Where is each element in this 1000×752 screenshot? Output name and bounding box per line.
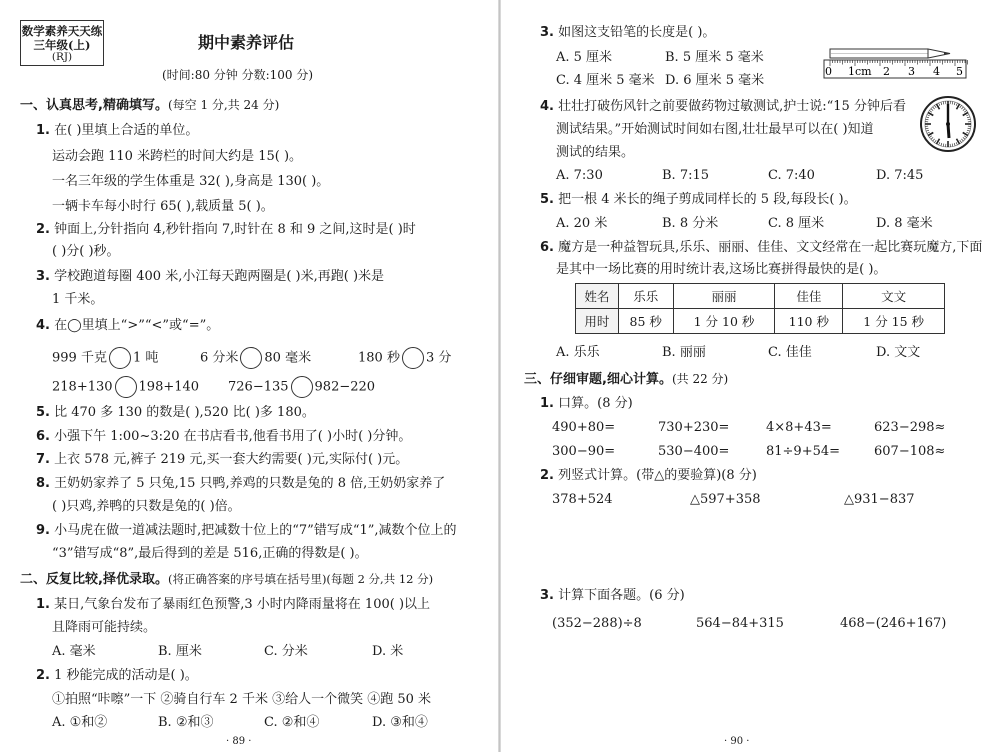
option-a[interactable]: A. 乐乐: [556, 345, 600, 360]
question-line: [540, 468, 757, 484]
question-number: 9.: [36, 523, 50, 538]
question-number: 1.: [36, 123, 50, 138]
question-line: 且降雨可能持续。: [52, 620, 157, 635]
ruler-label: 3: [908, 65, 915, 78]
question-number: 8.: [36, 476, 50, 491]
oral-item: 623−298≈: [874, 420, 946, 435]
section-1-heading: [20, 98, 279, 114]
compare-circle[interactable]: [109, 347, 131, 369]
compare-left: 218+130: [52, 379, 113, 395]
ruler: [824, 60, 968, 78]
vertical-calc: △597+358: [690, 492, 761, 507]
option-d[interactable]: D. 7:45: [876, 168, 924, 183]
right-page: [500, 0, 1000, 752]
compare-right: 198+140: [138, 379, 200, 395]
option-c[interactable]: C. 7:40: [768, 168, 815, 183]
option-c[interactable]: C. 4 厘米 5 毫米: [556, 73, 655, 88]
question-number: 6.: [540, 240, 554, 255]
section-2-heading: [20, 572, 433, 588]
option-d[interactable]: D. 米: [372, 644, 404, 659]
question-line: [36, 523, 457, 539]
question-text: 口算。(8 分): [558, 396, 633, 411]
question-text: 如图这支铅笔的长度是( )。: [558, 25, 716, 40]
mixed-calc: (352−288)÷8: [552, 616, 642, 631]
timing-table: [575, 283, 945, 334]
option-a[interactable]: A. 5 厘米: [556, 50, 613, 65]
compare-left: 6 分米: [200, 350, 239, 366]
question-text: 比 470 多 130 的数是( ),520 比( )多 180。: [54, 405, 315, 420]
compare-circle[interactable]: [291, 376, 313, 398]
section-note: (每空 1 分,共 24 分): [167, 98, 280, 112]
question-line: 一辆卡车每小时行 65( ),载质量 5( )。: [52, 199, 274, 214]
table-row: [576, 284, 945, 309]
oral-item: 4×8+43=: [766, 420, 832, 435]
page-number: · 89 ·: [226, 736, 252, 747]
oral-item: 730+230=: [658, 420, 730, 435]
compare-item: [52, 376, 199, 398]
exam-meta: (时间:80 分钟 分数:100 分): [162, 68, 314, 82]
question-line: [540, 240, 982, 256]
section-title: 三、仔细审题,细心计算。: [524, 372, 672, 387]
question-text: 在( )里填上合适的单位。: [54, 123, 199, 138]
section-title: 二、反复比较,择优录取。: [20, 572, 168, 587]
question-number: 2.: [36, 222, 50, 237]
question-number: 5.: [36, 405, 50, 420]
question-number: 1.: [36, 597, 50, 612]
question-line: ( )只鸡,养鸭的只数是兔的( )倍。: [52, 499, 241, 514]
option-b[interactable]: B. 厘米: [158, 644, 202, 659]
compare-left: 726−135: [228, 379, 289, 395]
table-row: [576, 309, 945, 334]
option-b[interactable]: B. 丽丽: [662, 345, 706, 360]
option-b[interactable]: B. 8 分米: [662, 216, 719, 231]
question-number: 2.: [540, 468, 554, 483]
compare-left: 999 千克: [52, 350, 107, 366]
compare-right: 1 吨: [132, 350, 159, 366]
compare-left: 180 秒: [358, 350, 400, 366]
option-a[interactable]: A. 7:30: [556, 168, 603, 183]
ruler-label: 2: [883, 65, 890, 78]
table-cell: 110 秒: [775, 309, 843, 334]
question-line: [36, 476, 445, 492]
mixed-calc: 564−84+315: [696, 616, 784, 631]
option-d[interactable]: D. 6 厘米 5 毫米: [665, 73, 765, 88]
pencil-ruler-figure: [822, 44, 972, 84]
question-text: 钟面上,分针指向 4,秒针指向 7,时针在 8 和 9 之间,这时是( )时: [54, 222, 416, 237]
question-line: [540, 192, 857, 208]
question-line: [36, 452, 408, 468]
question-line: 测试的结果。: [556, 145, 635, 160]
oral-item: 530−400=: [658, 444, 730, 459]
compare-item: [228, 376, 375, 398]
option-a[interactable]: A. 毫米: [52, 644, 96, 659]
question-number: 3.: [540, 25, 554, 40]
ruler-label: 0: [825, 65, 832, 78]
question-number: 4.: [540, 99, 554, 114]
option-c[interactable]: C. 分米: [264, 644, 308, 659]
question-text: 魔方是一种益智玩具,乐乐、丽丽、佳佳、文文经常在一起比赛玩魔方,下面: [558, 240, 983, 255]
option-c[interactable]: C. 佳佳: [768, 345, 812, 360]
compare-circle[interactable]: [115, 376, 137, 398]
question-number: 5.: [540, 192, 554, 207]
option-d[interactable]: D. 文文: [876, 345, 921, 360]
table-header: 丽丽: [673, 284, 775, 309]
oral-item: 490+80=: [552, 420, 616, 435]
option-c[interactable]: C. 8 厘米: [768, 216, 825, 231]
compare-right: 80 毫米: [264, 350, 312, 366]
option-d[interactable]: D. 8 毫米: [876, 216, 933, 231]
page-number: · 90 ·: [724, 736, 750, 747]
question-line: “3”错写成“8”,最后得到的差是 516,正确的得数是( )。: [52, 546, 368, 561]
compare-item: [52, 347, 158, 369]
question-line: [36, 405, 315, 421]
activity-list: ①拍照“咔嚓”一下 ②骑自行车 2 千米 ③给人一个微笑 ④跑 50 米: [52, 692, 432, 707]
table-header: 佳佳: [775, 284, 843, 309]
vertical-calc: △931−837: [844, 492, 915, 507]
section-title: 一、认真思考,精确填写。: [20, 98, 168, 113]
question-line: 是其中一场比赛的用时统计表,这场比赛拼得最快的是( )。: [556, 262, 887, 277]
question-text: 学校跑道每圈 400 米,小江每天跑两圈是( )米,再跑( )米是: [54, 269, 385, 284]
mixed-calc: 468−(246+167): [840, 616, 947, 631]
compare-item: [358, 347, 451, 369]
option-b[interactable]: B. ②和③: [158, 715, 214, 730]
question-line: [36, 269, 384, 285]
compare-item: [200, 347, 311, 369]
section-note: (共 22 分): [671, 372, 729, 386]
question-number: 7.: [36, 452, 50, 467]
question-number: 6.: [36, 429, 50, 444]
section-3-heading: [524, 372, 728, 388]
question-line: [36, 318, 219, 334]
question-line: [36, 123, 198, 139]
table-cell: 1 分 15 秒: [843, 309, 945, 334]
question-number: 1.: [540, 396, 554, 411]
compare-circle[interactable]: [240, 347, 262, 369]
series-badge: [20, 20, 104, 66]
oral-item: 607−108≈: [874, 444, 946, 459]
option-b[interactable]: B. 7:15: [662, 168, 710, 183]
vertical-calc: 378+524: [552, 492, 613, 507]
compare-circle[interactable]: [402, 347, 424, 369]
question-line: [540, 99, 906, 115]
question-line: [540, 25, 715, 41]
question-number: 3.: [540, 588, 554, 603]
question-text: 列竖式计算。(带△的要验算)(8 分): [558, 468, 757, 483]
question-line: [36, 222, 416, 238]
question-text: 王奶奶家养了 5 只兔,15 只鸭,养鸡的只数是兔的 8 倍,王奶奶家养了: [54, 476, 446, 491]
question-line: 测试结果。”开始测试时间如右图,壮壮最早可以在( )知道: [556, 122, 874, 137]
question-line: [36, 597, 430, 613]
option-b[interactable]: B. 5 厘米 5 毫米: [665, 50, 764, 65]
option-a[interactable]: A. ①和②: [52, 715, 108, 730]
compare-right: 982−220: [314, 379, 376, 395]
ruler-label: 5: [956, 65, 963, 78]
question-line: ( )分( )秒。: [52, 244, 120, 259]
question-line: [540, 396, 633, 412]
option-c[interactable]: C. ②和④: [264, 715, 320, 730]
table-header: 文文: [843, 284, 945, 309]
badge-line: (RJ): [51, 51, 73, 63]
option-d[interactable]: D. ③和④: [372, 715, 428, 730]
question-text: 上衣 578 元,裤子 219 元,买一套大约需要( )元,实际付( )元。: [54, 452, 409, 467]
clock-icon: [918, 94, 978, 154]
question-text: 小马虎在做一道减法题时,把减数十位上的“7”错写成“1”,减数个位上的: [54, 523, 457, 538]
question-text: 在◯里填上“>”“<”或“=”。: [54, 318, 220, 333]
pencil-icon: [830, 49, 950, 58]
question-text: 某日,气象台发布了暴雨红色预警,3 小时内降雨量将在 100( )以上: [54, 597, 431, 612]
table-cell: 85 秒: [618, 309, 673, 334]
question-number: 3.: [36, 269, 50, 284]
table-cell: 用时: [576, 309, 619, 334]
table-header: 姓名: [576, 284, 619, 309]
section-note: (将正确答案的序号填在括号里)(每题 2 分,共 12 分): [167, 572, 434, 586]
page-title: 期中素养评估: [198, 33, 295, 52]
ruler-label: 4: [933, 65, 940, 78]
oral-item: 81÷9+54=: [766, 444, 841, 459]
question-text: 1 秒能完成的活动是( )。: [54, 668, 198, 683]
question-line: [540, 588, 685, 604]
question-line: 一名三年级的学生体重是 32( ),身高是 130( )。: [52, 174, 330, 189]
question-line: 1 千米。: [52, 292, 104, 307]
ruler-label: 1cm: [848, 65, 872, 78]
question-number: 4.: [36, 318, 50, 333]
compare-right: 3 分: [425, 350, 452, 366]
table-header: 乐乐: [618, 284, 673, 309]
question-line: 运动会跑 110 米跨栏的时间大约是 15( )。: [52, 149, 303, 164]
question-line: [36, 429, 411, 445]
question-number: 2.: [36, 668, 50, 683]
question-line: [36, 668, 198, 684]
question-text: 计算下面各题。(6 分): [558, 588, 685, 603]
question-text: 壮壮打破伤风针之前要做药物过敏测试,护士说:“15 分钟后看: [558, 99, 906, 114]
table-cell: 1 分 10 秒: [673, 309, 775, 334]
question-text: 小强下午 1:00~3:20 在书店看书,他看书用了( )小时( )分钟。: [54, 429, 412, 444]
oral-item: 300−90=: [552, 444, 616, 459]
question-text: 把一根 4 米长的绳子剪成同样长的 5 段,每段长( )。: [558, 192, 857, 207]
badge-line: 三年级(上): [33, 38, 91, 52]
option-a[interactable]: A. 20 米: [556, 216, 608, 231]
badge-line: 数学素养天天练: [21, 24, 103, 38]
